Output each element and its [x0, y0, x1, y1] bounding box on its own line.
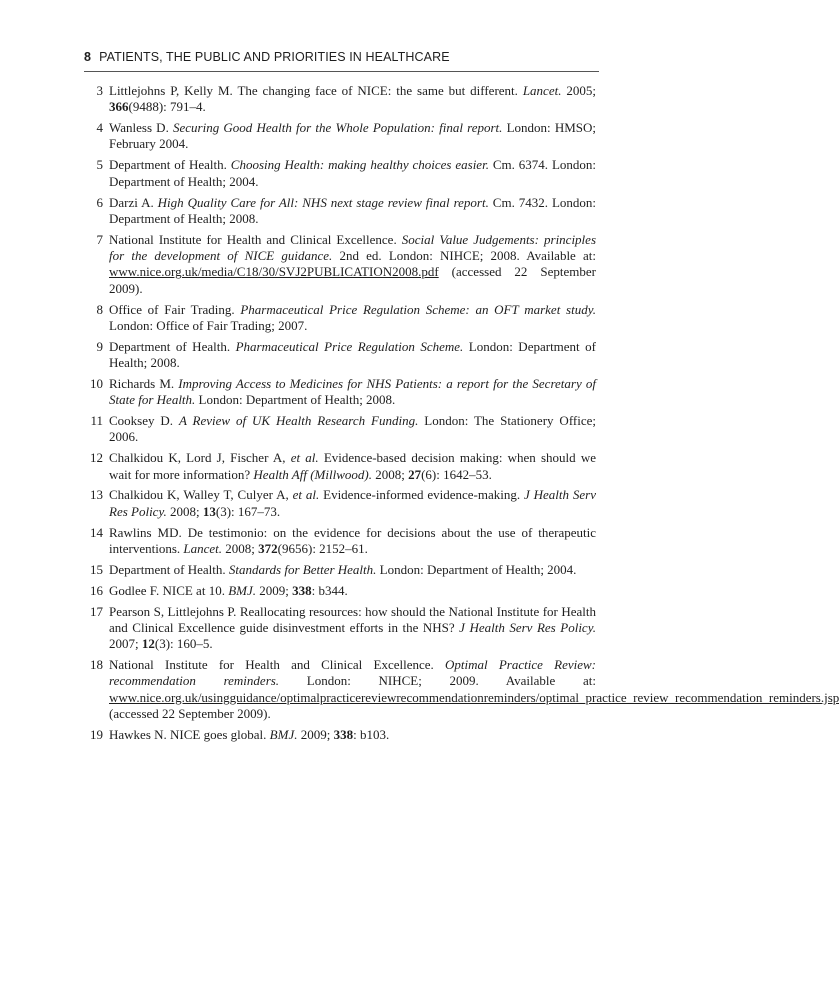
- reference-item: [90, 657, 839, 722]
- reference-text: (3): 167–73.: [215, 503, 281, 519]
- reference-italic-text: et al.: [290, 450, 319, 466]
- reference-text: National Institute for Health and Clinical Excellence.: [109, 657, 446, 673]
- reference-item: [94, 83, 596, 116]
- reference-item: [90, 375, 596, 409]
- reference-text: (accessed 22 September 2009).: [109, 706, 271, 721]
- reference-italic-text: Choosing Health: making healthy choices easier.: [230, 157, 489, 173]
- reference-text: London: Department of Health; 2004.: [376, 561, 577, 577]
- reference-number: 13: [90, 487, 103, 503]
- reference-text: London: Department of Health; 2008.: [109, 338, 596, 371]
- reference-text: : b103.: [353, 726, 390, 742]
- reference-text: Cooksey D.: [109, 413, 179, 429]
- reference-text: 2005;: [561, 83, 596, 98]
- reference-item: [90, 487, 597, 520]
- reference-text: Wanless D.: [109, 120, 173, 136]
- reference-item: [94, 339, 596, 372]
- reference-item: [94, 157, 596, 190]
- reference-number: 5: [96, 157, 103, 173]
- reference-text: Evidence-based decision making: when should we wait for more information?: [109, 450, 596, 482]
- reference-list: [90, 83, 839, 748]
- reference-text: Pearson S, Littlejohns P. Reallocating resources: how should the National Institute for Health and Clinical Excellence guide disinvestment efforts in the NHS?: [109, 603, 596, 635]
- reference-text: London: HMSO; February 2004.: [109, 120, 596, 152]
- reference-number: 4: [96, 120, 103, 136]
- reference-number: 17: [90, 603, 103, 619]
- reference-text: (9656): 2152–61.: [277, 540, 368, 556]
- reference-italic-text: Pharmaceutical Price Regulation Scheme.: [235, 338, 464, 354]
- reference-volume: 338: [292, 582, 312, 598]
- reference-number: 15: [90, 561, 103, 577]
- reference-number: 11: [90, 413, 103, 429]
- reference-number: 10: [90, 375, 103, 391]
- reference-text: Department of Health.: [109, 338, 236, 354]
- reference-text: Littlejohns P, Kelly M. The changing face of NICE: the same but different.: [109, 83, 523, 98]
- reference-item: [90, 561, 596, 578]
- reference-number: 18: [90, 657, 103, 673]
- reference-number: 8: [96, 301, 103, 317]
- reference-item: [90, 413, 597, 446]
- reference-text: 2008;: [371, 466, 409, 482]
- reference-italic-text: BMJ.: [228, 582, 256, 598]
- reference-text: 2007;: [109, 636, 142, 652]
- reference-italic-text: A Review of UK Health Research Funding.: [178, 413, 419, 429]
- reference-italic-text: J Health Serv Res Policy.: [459, 619, 596, 635]
- reference-item: [94, 195, 596, 228]
- reference-italic-text: High Quality Care for All: NHS next stage review final report.: [157, 194, 489, 210]
- reference-italic-text: Securing Good Health for the Whole Population: final report.: [173, 120, 503, 136]
- reference-text: Office of Fair Trading.: [109, 301, 241, 317]
- reference-italic-text: BMJ.: [269, 726, 298, 742]
- reference-item: [94, 232, 596, 297]
- reference-number: 3: [96, 83, 103, 98]
- reference-italic-text: Optimal Practice Review: recommendation reminders.: [109, 657, 596, 689]
- reference-item: [90, 603, 596, 653]
- reference-link[interactable]: www.nice.org.uk/media/C18/30/SVJ2PUBLICATION2008.pdf: [109, 264, 439, 280]
- reference-italic-text: Health Aff (Millwood).: [253, 466, 372, 482]
- reference-volume: 366: [109, 99, 129, 115]
- reference-text: Chalkidou K, Lord J, Fischer A,: [109, 450, 291, 466]
- reference-link[interactable]: www.nice.org.uk/usingguidance/optimalpracticereviewrecommendationreminders/optimal_practice_review_recommendation_reminders.jsp: [109, 689, 839, 705]
- reference-item: [94, 302, 596, 335]
- reference-text: Department of Health.: [109, 157, 231, 173]
- reference-number: 12: [90, 450, 103, 466]
- reference-italic-text: Pharmaceutical Price Regulation Scheme: an OFT market study.: [240, 301, 597, 317]
- reference-text: 2009;: [297, 726, 334, 742]
- page-number: 8: [84, 50, 92, 64]
- reference-item: [90, 450, 596, 483]
- reference-text: London: NIHCE; 2009. Available at:: [279, 673, 596, 689]
- reference-italic-text: Lancet.: [522, 83, 562, 98]
- reference-text: 2nd ed. London: NIHCE; 2008. Available at:: [332, 248, 597, 264]
- reference-italic-text: J Health Serv Res Policy.: [109, 487, 597, 519]
- reference-volume: 372: [258, 540, 278, 556]
- reference-text: Rawlins MD. De testimonio: on the evidence for decisions about the use of therapeutic interventions.: [109, 524, 596, 556]
- reference-volume: 27: [408, 466, 422, 482]
- reference-text: Hawkes N. NICE goes global.: [109, 726, 270, 742]
- reference-number: 14: [90, 524, 103, 540]
- reference-italic-text: Social Value Judgements: principles for the development of NICE guidance.: [109, 231, 596, 264]
- reference-italic-text: et al.: [292, 487, 320, 503]
- reference-text: Chalkidou K, Walley T, Culyer A,: [109, 487, 293, 503]
- reference-italic-text: Improving Access to Medicines for NHS Patients: a report for the Secretary of State for Health.: [109, 375, 596, 408]
- reference-text: Darzi A.: [109, 194, 158, 210]
- reference-text: London: Office of Fair Trading; 2007.: [109, 317, 308, 333]
- reference-text: Godlee F. NICE at 10.: [109, 582, 229, 598]
- reference-number: 7: [96, 231, 103, 247]
- reference-text: Richards M.: [109, 375, 179, 391]
- header-rule: [84, 71, 599, 72]
- reference-text: (6): 1642–53.: [421, 466, 492, 482]
- running-header: [84, 50, 599, 70]
- reference-volume: 12: [141, 636, 155, 652]
- reference-text: London: Department of Health; 2008.: [195, 392, 396, 408]
- reference-text: 2008;: [222, 540, 259, 556]
- reference-volume: 13: [202, 503, 216, 519]
- running-title: PATIENTS, THE PUBLIC AND PRIORITIES IN HEALTHCARE: [99, 50, 450, 64]
- reference-text: (accessed 22 September 2009).: [109, 264, 596, 296]
- reference-text: (9488): 791–4.: [128, 99, 206, 115]
- reference-text: National Institute for Health and Clinical Excellence.: [109, 231, 402, 247]
- reference-text: Cm. 6374. London: Department of Health; 2004.: [109, 157, 596, 189]
- reference-item: [90, 524, 596, 558]
- reference-text: Cm. 7432. London: Department of Health; 2008.: [109, 194, 596, 226]
- reference-number: 16: [90, 582, 103, 598]
- reference-text: 2008;: [166, 503, 203, 519]
- reference-number: 19: [90, 726, 103, 742]
- reference-italic-text: Lancet.: [183, 540, 223, 556]
- reference-text: Department of Health.: [109, 561, 229, 577]
- reference-text: London: The Stationery Office; 2006.: [109, 413, 597, 445]
- reference-text: 2009;: [256, 582, 293, 598]
- reference-text: : b344.: [311, 582, 348, 598]
- reference-item: [90, 582, 596, 599]
- reference-text: (3): 160–5.: [154, 636, 213, 652]
- reference-number: 9: [96, 338, 103, 354]
- reference-italic-text: Standards for Better Health.: [228, 561, 377, 577]
- reference-item: [90, 726, 596, 743]
- reference-item: [94, 120, 596, 153]
- reference-number: 6: [96, 194, 103, 210]
- reference-volume: 338: [333, 726, 354, 742]
- reference-text: Evidence-informed evidence-making.: [319, 487, 524, 503]
